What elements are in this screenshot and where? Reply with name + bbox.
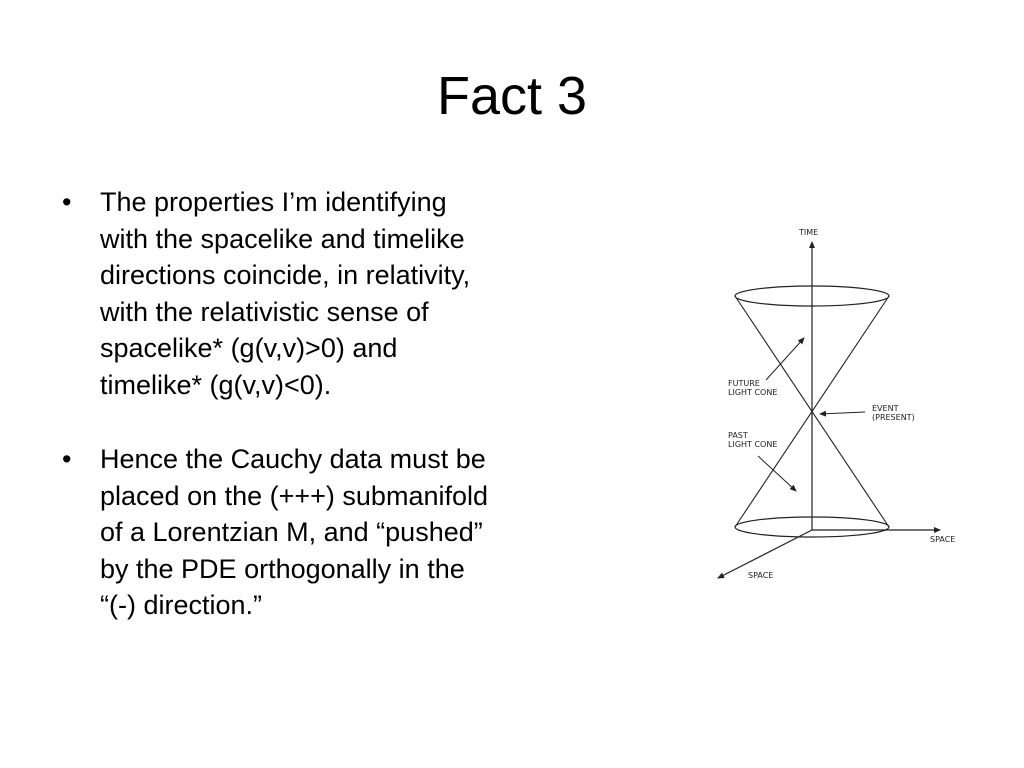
- bullet-marker: •: [62, 444, 72, 474]
- past-label: PAST: [728, 431, 748, 440]
- slide-title: Fact 3: [436, 66, 588, 126]
- space-label-left: SPACE: [748, 571, 774, 580]
- future-pointer: [766, 338, 804, 380]
- bullet-text: Hence the Cauchy data must be placed on the (+++) submanifold of a Lorentzian M, and “pushed” by the PDE orthogonally in the “(-) direction.”: [100, 444, 489, 620]
- light-cone-diagram: [700, 222, 970, 592]
- event-label: EVENT: [872, 404, 899, 413]
- bullet-item: [62, 184, 622, 403]
- bullet-item: [62, 441, 622, 624]
- bullet-list: [62, 184, 622, 662]
- bullet-text: The properties I’m identifying with the spacelike and timelike directions coincide, in relativity, with the relativistic sense of spacelike* (g(v,v)>0) and timelike* (g(v,v)<0).: [100, 187, 471, 400]
- event-label: (PRESENT): [872, 413, 915, 422]
- future-label: LIGHT CONE: [728, 388, 778, 397]
- bullet-marker: •: [62, 187, 72, 217]
- future-label: FUTURE: [728, 379, 760, 388]
- event-pointer: [820, 412, 865, 414]
- past-label: LIGHT CONE: [728, 440, 778, 449]
- space-label-right: SPACE: [930, 535, 956, 544]
- past-pointer: [758, 456, 796, 491]
- time-label: TIME: [799, 228, 819, 237]
